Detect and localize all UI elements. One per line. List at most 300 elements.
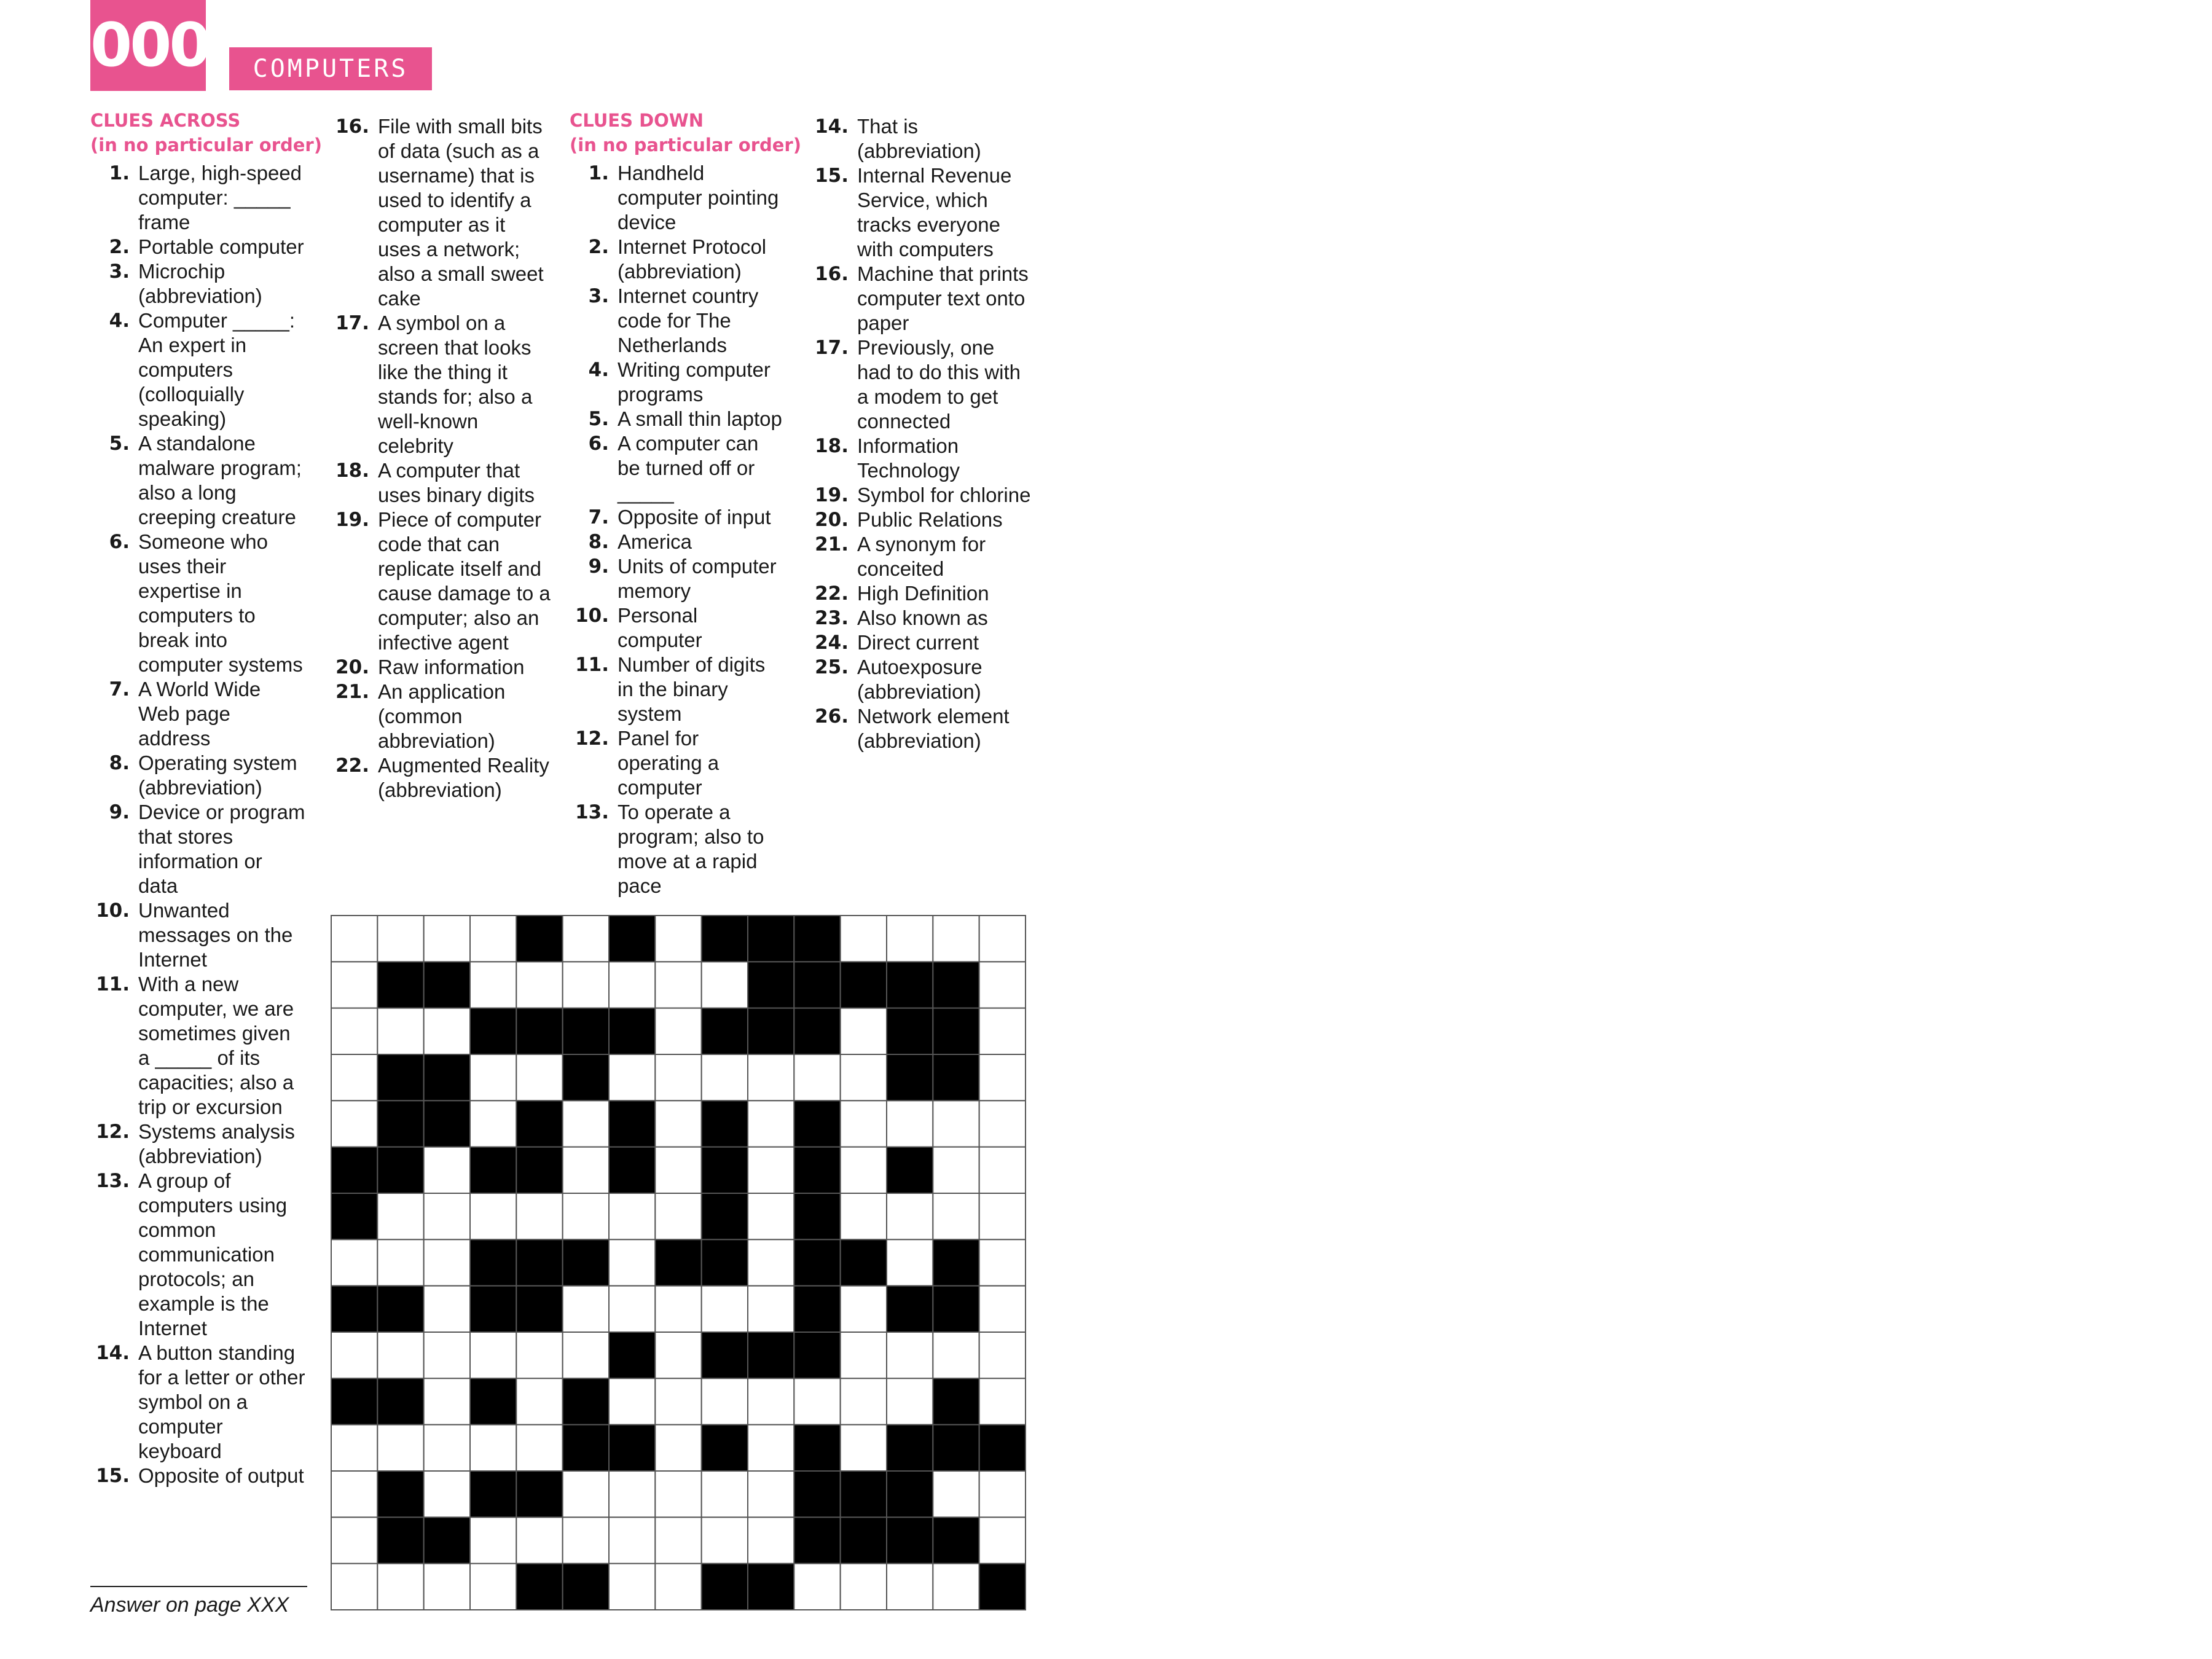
clue-text: Internet Protocol (abbreviation) — [618, 235, 767, 283]
grid-answer-cell[interactable] — [748, 1425, 794, 1471]
clue-across-10 — [90, 898, 305, 972]
grid-answer-cell[interactable] — [377, 1008, 423, 1054]
grid-answer-cell[interactable] — [887, 1564, 933, 1610]
clue-text: Previously, one had to do this with a modem to get connected — [857, 336, 1021, 433]
grid-answer-cell[interactable] — [748, 1054, 794, 1100]
grid-answer-cell[interactable] — [424, 1008, 470, 1054]
clue-down-23 — [809, 606, 1032, 630]
grid-answer-cell[interactable] — [655, 1564, 701, 1610]
grid-block-cell — [516, 1471, 562, 1517]
grid-block-cell — [979, 1425, 1026, 1471]
grid-block-cell — [748, 1008, 794, 1054]
grid-answer-cell[interactable] — [979, 962, 1026, 1008]
grid-answer-cell[interactable] — [841, 1008, 887, 1054]
grid-answer-cell[interactable] — [887, 1100, 933, 1147]
grid-answer-cell[interactable] — [748, 1239, 794, 1285]
crossword-grid — [331, 915, 1026, 1610]
grid-answer-cell[interactable] — [331, 1425, 377, 1471]
grid-answer-cell[interactable] — [655, 1100, 701, 1147]
clue-number: 20. — [815, 509, 849, 531]
clue-text: Also known as — [857, 606, 988, 629]
grid-block-cell — [470, 1147, 516, 1193]
clue-number: 25. — [815, 656, 849, 678]
clue-number: 5. — [588, 408, 609, 430]
grid-block-cell — [377, 1517, 423, 1563]
clue-number: 14. — [815, 116, 849, 138]
grid-answer-cell[interactable] — [979, 1471, 1026, 1517]
clue-number: 4. — [588, 359, 609, 381]
clue-text: Opposite of input — [618, 506, 771, 528]
grid-answer-cell[interactable] — [933, 1564, 979, 1610]
grid-answer-cell[interactable] — [887, 1193, 933, 1239]
grid-block-cell — [702, 916, 748, 962]
grid-answer-cell[interactable] — [655, 1054, 701, 1100]
clue-number: 15. — [96, 1465, 130, 1487]
grid-answer-cell[interactable] — [424, 1471, 470, 1517]
grid-block-cell — [424, 1054, 470, 1100]
grid-answer-cell[interactable] — [979, 1193, 1026, 1239]
grid-block-cell — [609, 1332, 655, 1378]
grid-answer-cell[interactable] — [470, 1517, 516, 1563]
grid-answer-cell[interactable] — [609, 1286, 655, 1332]
grid-block-cell — [609, 1425, 655, 1471]
clues-across-heading — [90, 108, 322, 157]
grid-answer-cell[interactable] — [748, 1193, 794, 1239]
grid-answer-cell[interactable] — [702, 1471, 748, 1517]
grid-block-cell — [331, 1193, 377, 1239]
clue-down-22 — [809, 581, 1032, 606]
grid-answer-cell[interactable] — [655, 1471, 701, 1517]
clue-text: With a new computer, we are sometimes given a _____ of its capacities; also a trip or excursion — [138, 973, 294, 1118]
grid-block-cell — [933, 1008, 979, 1054]
clues-down-column-1 — [570, 161, 785, 898]
clue-number: 4. — [109, 310, 130, 332]
grid-answer-cell[interactable] — [655, 962, 701, 1008]
grid-answer-cell[interactable] — [563, 962, 609, 1008]
grid-answer-cell[interactable] — [794, 1564, 840, 1610]
clue-across-2 — [90, 235, 305, 259]
grid-block-cell — [841, 962, 887, 1008]
grid-block-cell — [377, 1100, 423, 1147]
clue-number: 11. — [96, 973, 130, 995]
clue-text: Opposite of output — [138, 1464, 304, 1487]
clue-text: A World Wide Web page address — [138, 678, 261, 750]
grid-answer-cell[interactable] — [470, 1332, 516, 1378]
clue-number: 18. — [335, 460, 369, 482]
grid-answer-cell[interactable] — [702, 962, 748, 1008]
clue-across-1 — [90, 161, 305, 235]
grid-answer-cell[interactable] — [609, 1471, 655, 1517]
grid-answer-cell[interactable] — [470, 916, 516, 962]
grid-block-cell — [377, 1378, 423, 1424]
grid-answer-cell[interactable] — [609, 1193, 655, 1239]
clues-across-column-2 — [330, 114, 551, 802]
grid-answer-cell[interactable] — [424, 1193, 470, 1239]
grid-block-cell — [702, 1147, 748, 1193]
grid-block-cell — [887, 962, 933, 1008]
grid-answer-cell[interactable] — [841, 1193, 887, 1239]
clue-down-1 — [570, 161, 785, 235]
grid-answer-cell[interactable] — [609, 1054, 655, 1100]
grid-answer-cell[interactable] — [979, 1517, 1026, 1563]
grid-block-cell — [702, 1425, 748, 1471]
grid-answer-cell[interactable] — [516, 1425, 562, 1471]
grid-answer-cell[interactable] — [887, 916, 933, 962]
clue-down-17 — [809, 335, 1032, 434]
clues-down-subtitle: (in no particular order) — [570, 135, 801, 155]
grid-answer-cell[interactable] — [377, 1425, 423, 1471]
clue-text: A group of computers using common communication protocols; an example is the Internet — [138, 1169, 288, 1339]
grid-answer-cell[interactable] — [377, 1239, 423, 1285]
grid-answer-cell[interactable] — [470, 962, 516, 1008]
clue-text: Autoexposure (abbreviation) — [857, 656, 982, 703]
grid-block-cell — [933, 962, 979, 1008]
clue-text: Someone who uses their expertise in computers to break into computer systems — [138, 530, 303, 676]
clue-number: 9. — [109, 801, 130, 823]
grid-answer-cell[interactable] — [470, 1100, 516, 1147]
clues-across-column-1 — [90, 161, 305, 1488]
clue-number: 14. — [96, 1342, 130, 1364]
grid-answer-cell[interactable] — [424, 1564, 470, 1610]
grid-block-cell — [702, 1564, 748, 1610]
grid-answer-cell[interactable] — [841, 1378, 887, 1424]
clue-down-10 — [570, 603, 785, 653]
grid-block-cell — [887, 1425, 933, 1471]
grid-answer-cell[interactable] — [470, 1193, 516, 1239]
clue-down-26 — [809, 704, 1032, 753]
clue-number: 16. — [815, 263, 849, 285]
grid-block-cell — [563, 1008, 609, 1054]
grid-answer-cell[interactable] — [655, 1425, 701, 1471]
grid-block-cell — [470, 1008, 516, 1054]
grid-answer-cell[interactable] — [424, 1425, 470, 1471]
grid-answer-cell[interactable] — [331, 1100, 377, 1147]
grid-block-cell — [933, 1425, 979, 1471]
clue-down-21 — [809, 532, 1032, 581]
grid-answer-cell[interactable] — [424, 1147, 470, 1193]
grid-answer-cell[interactable] — [470, 1425, 516, 1471]
clue-down-16 — [809, 262, 1032, 335]
clue-number: 7. — [588, 506, 609, 528]
clue-text: Internal Revenue Service, which tracks everyone with computers — [857, 164, 1012, 261]
grid-answer-cell[interactable] — [516, 1332, 562, 1378]
grid-block-cell — [841, 1239, 887, 1285]
grid-answer-cell[interactable] — [516, 1378, 562, 1424]
clue-text: Network element (abbreviation) — [857, 705, 1010, 752]
grid-answer-cell[interactable] — [424, 1378, 470, 1424]
grid-answer-cell[interactable] — [470, 1564, 516, 1610]
clue-down-15 — [809, 163, 1032, 262]
grid-answer-cell[interactable] — [609, 1517, 655, 1563]
clue-text: Units of computer memory — [618, 555, 777, 602]
grid-answer-cell[interactable] — [563, 916, 609, 962]
grid-answer-cell[interactable] — [655, 916, 701, 962]
clue-text: Machine that prints computer text onto paper — [857, 262, 1029, 334]
clue-text: Microchip (abbreviation) — [138, 260, 262, 307]
grid-block-cell — [887, 1471, 933, 1517]
clue-number: 10. — [96, 900, 130, 922]
clue-number: 8. — [109, 752, 130, 774]
clues-down-heading — [570, 108, 801, 157]
grid-answer-cell[interactable] — [424, 1286, 470, 1332]
grid-answer-cell[interactable] — [979, 1054, 1026, 1100]
grid-block-cell — [424, 1100, 470, 1147]
clue-number: 8. — [588, 531, 609, 553]
clue-number: 13. — [575, 801, 609, 823]
grid-block-cell — [377, 1286, 423, 1332]
grid-answer-cell[interactable] — [377, 916, 423, 962]
grid-block-cell — [748, 1564, 794, 1610]
grid-answer-cell[interactable] — [563, 1286, 609, 1332]
grid-answer-cell[interactable] — [748, 1471, 794, 1517]
grid-answer-cell[interactable] — [794, 1054, 840, 1100]
grid-block-cell — [609, 1008, 655, 1054]
grid-answer-cell[interactable] — [655, 1286, 701, 1332]
clue-text: A small thin laptop — [618, 407, 782, 430]
grid-answer-cell[interactable] — [424, 916, 470, 962]
grid-block-cell — [424, 1517, 470, 1563]
grid-block-cell — [933, 1054, 979, 1100]
grid-answer-cell[interactable] — [516, 1517, 562, 1563]
grid-answer-cell[interactable] — [979, 1008, 1026, 1054]
grid-answer-cell[interactable] — [933, 916, 979, 962]
grid-answer-cell[interactable] — [887, 1239, 933, 1285]
clue-number: 26. — [815, 705, 849, 728]
grid-answer-cell[interactable] — [331, 962, 377, 1008]
clue-across-21 — [330, 680, 551, 753]
grid-answer-cell[interactable] — [979, 1100, 1026, 1147]
grid-answer-cell[interactable] — [563, 1332, 609, 1378]
grid-answer-cell[interactable] — [331, 1008, 377, 1054]
clues-down-title: CLUES DOWN — [570, 110, 704, 131]
grid-block-cell — [470, 1286, 516, 1332]
grid-answer-cell[interactable] — [655, 1378, 701, 1424]
clue-text: Unwanted messages on the Internet — [138, 899, 293, 971]
clue-number: 3. — [588, 285, 609, 307]
clue-text: Augmented Reality (abbreviation) — [378, 754, 549, 801]
clue-down-5 — [570, 407, 785, 431]
grid-answer-cell[interactable] — [609, 962, 655, 1008]
clue-down-18 — [809, 434, 1032, 483]
clue-text: High Definition — [857, 582, 989, 605]
clue-text: Personal computer — [618, 604, 702, 651]
clue-number: 21. — [815, 533, 849, 555]
clue-down-11 — [570, 653, 785, 726]
grid-answer-cell[interactable] — [841, 1147, 887, 1193]
clues-across-subtitle: (in no particular order) — [90, 135, 322, 155]
grid-answer-cell[interactable] — [933, 1332, 979, 1378]
clue-text: Number of digits in the binary system — [618, 653, 766, 725]
grid-block-cell — [702, 1239, 748, 1285]
grid-block-cell — [563, 1378, 609, 1424]
clue-number: 15. — [815, 165, 849, 187]
clue-down-6 — [570, 431, 785, 505]
grid-answer-cell[interactable] — [331, 1054, 377, 1100]
grid-answer-cell[interactable] — [841, 1564, 887, 1610]
clue-across-14 — [90, 1341, 305, 1464]
grid-answer-cell[interactable] — [702, 1517, 748, 1563]
grid-answer-cell[interactable] — [331, 1239, 377, 1285]
grid-block-cell — [516, 916, 562, 962]
grid-block-cell — [841, 1517, 887, 1563]
clue-number: 7. — [109, 678, 130, 700]
clue-number: 13. — [96, 1170, 130, 1192]
grid-answer-cell[interactable] — [748, 1378, 794, 1424]
clue-number: 24. — [815, 632, 849, 654]
grid-answer-cell[interactable] — [933, 1471, 979, 1517]
grid-answer-cell[interactable] — [794, 1378, 840, 1424]
grid-answer-cell[interactable] — [331, 1564, 377, 1610]
grid-answer-cell[interactable] — [609, 1239, 655, 1285]
grid-answer-cell[interactable] — [933, 1193, 979, 1239]
clue-text: Piece of computer code that can replicate itself and cause damage to a computer; also an infective agent — [378, 508, 551, 654]
grid-answer-cell[interactable] — [841, 1100, 887, 1147]
grid-answer-cell[interactable] — [424, 1239, 470, 1285]
grid-block-cell — [794, 1425, 840, 1471]
clue-number: 3. — [109, 261, 130, 283]
grid-answer-cell[interactable] — [748, 1100, 794, 1147]
clue-text: Internet country code for The Netherlands — [618, 284, 759, 356]
clue-text: Portable computer — [138, 235, 304, 258]
clue-across-12 — [90, 1120, 305, 1169]
grid-block-cell — [933, 1286, 979, 1332]
grid-block-cell — [887, 1517, 933, 1563]
grid-block-cell — [748, 1332, 794, 1378]
grid-answer-cell[interactable] — [516, 962, 562, 1008]
grid-answer-cell[interactable] — [841, 1054, 887, 1100]
grid-block-cell — [933, 1239, 979, 1285]
clues-across-title: CLUES ACROSS — [90, 110, 241, 131]
grid-answer-cell[interactable] — [377, 1193, 423, 1239]
grid-block-cell — [702, 1332, 748, 1378]
clue-number: 20. — [335, 656, 369, 678]
grid-block-cell — [794, 1008, 840, 1054]
grid-answer-cell[interactable] — [516, 1193, 562, 1239]
clue-down-13 — [570, 800, 785, 898]
grid-answer-cell[interactable] — [609, 1378, 655, 1424]
clue-down-3 — [570, 284, 785, 358]
grid-block-cell — [979, 1564, 1026, 1610]
clue-across-4 — [90, 308, 305, 431]
grid-answer-cell[interactable] — [979, 1332, 1026, 1378]
clue-text: Public Relations — [857, 508, 1003, 531]
grid-answer-cell[interactable] — [933, 1147, 979, 1193]
grid-answer-cell[interactable] — [655, 1193, 701, 1239]
grid-block-cell — [516, 1286, 562, 1332]
clue-text: A computer that uses binary digits — [378, 459, 535, 506]
grid-answer-cell[interactable] — [887, 1378, 933, 1424]
clue-number: 17. — [335, 312, 369, 334]
grid-block-cell — [841, 1471, 887, 1517]
grid-answer-cell[interactable] — [470, 1054, 516, 1100]
grid-answer-cell[interactable] — [563, 1471, 609, 1517]
grid-answer-cell[interactable] — [655, 1147, 701, 1193]
grid-answer-cell[interactable] — [933, 1100, 979, 1147]
clue-number: 2. — [109, 236, 130, 258]
grid-answer-cell[interactable] — [979, 916, 1026, 962]
grid-answer-cell[interactable] — [563, 1517, 609, 1563]
grid-answer-cell[interactable] — [331, 1517, 377, 1563]
clue-text: Device or program that stores information or data — [138, 801, 305, 897]
grid-answer-cell[interactable] — [841, 1425, 887, 1471]
grid-answer-cell[interactable] — [655, 1517, 701, 1563]
grid-answer-cell[interactable] — [841, 916, 887, 962]
grid-answer-cell[interactable] — [609, 1564, 655, 1610]
grid-answer-cell[interactable] — [331, 1332, 377, 1378]
clue-text: Panel for operating a computer — [618, 727, 720, 799]
grid-block-cell — [563, 1425, 609, 1471]
grid-answer-cell[interactable] — [748, 1517, 794, 1563]
clue-across-8 — [90, 751, 305, 800]
clue-number: 12. — [575, 728, 609, 750]
grid-block-cell — [887, 1147, 933, 1193]
grid-answer-cell[interactable] — [563, 1147, 609, 1193]
grid-answer-cell[interactable] — [979, 1286, 1026, 1332]
clue-number: 2. — [588, 236, 609, 258]
clue-number: 11. — [575, 654, 609, 676]
grid-answer-cell[interactable] — [702, 1378, 748, 1424]
grid-block-cell — [702, 1193, 748, 1239]
grid-answer-cell[interactable] — [563, 1100, 609, 1147]
grid-answer-cell[interactable] — [377, 1564, 423, 1610]
grid-answer-cell[interactable] — [702, 1286, 748, 1332]
clue-number: 1. — [109, 162, 130, 184]
grid-answer-cell[interactable] — [979, 1147, 1026, 1193]
grid-block-cell — [331, 1286, 377, 1332]
grid-answer-cell[interactable] — [424, 1332, 470, 1378]
grid-block-cell — [794, 916, 840, 962]
clue-text: Direct current — [857, 631, 979, 654]
grid-block-cell — [470, 1239, 516, 1285]
clue-across-3 — [90, 259, 305, 308]
grid-block-cell — [331, 1147, 377, 1193]
grid-answer-cell[interactable] — [841, 1286, 887, 1332]
grid-block-cell — [424, 962, 470, 1008]
grid-answer-cell[interactable] — [655, 1008, 701, 1054]
grid-answer-cell[interactable] — [331, 1471, 377, 1517]
grid-block-cell — [470, 1378, 516, 1424]
clue-number: 9. — [588, 555, 609, 578]
grid-block-cell — [933, 1378, 979, 1424]
grid-answer-cell[interactable] — [748, 1147, 794, 1193]
grid-answer-cell[interactable] — [979, 1239, 1026, 1285]
grid-block-cell — [887, 1286, 933, 1332]
grid-answer-cell[interactable] — [563, 1193, 609, 1239]
grid-answer-cell[interactable] — [516, 1054, 562, 1100]
grid-block-cell — [563, 1054, 609, 1100]
grid-answer-cell[interactable] — [887, 1332, 933, 1378]
clue-text: Systems analysis (abbreviation) — [138, 1120, 295, 1167]
clue-number: 18. — [815, 435, 849, 457]
grid-answer-cell[interactable] — [748, 1286, 794, 1332]
grid-block-cell — [377, 1147, 423, 1193]
page-number: 000 — [90, 0, 206, 91]
grid-answer-cell[interactable] — [702, 1054, 748, 1100]
clue-text: Information Technology — [857, 434, 960, 482]
grid-answer-cell[interactable] — [655, 1332, 701, 1378]
grid-answer-cell[interactable] — [979, 1378, 1026, 1424]
grid-block-cell — [794, 1193, 840, 1239]
grid-block-cell — [748, 916, 794, 962]
grid-answer-cell[interactable] — [841, 1332, 887, 1378]
clue-text: Handheld computer pointing device — [618, 162, 779, 233]
clue-across-16 — [330, 114, 551, 311]
section-title: COMPUTERS — [229, 47, 432, 90]
grid-block-cell — [794, 1239, 840, 1285]
clue-text: An application (common abbreviation) — [378, 680, 506, 752]
grid-answer-cell[interactable] — [331, 916, 377, 962]
grid-answer-cell[interactable] — [377, 1332, 423, 1378]
